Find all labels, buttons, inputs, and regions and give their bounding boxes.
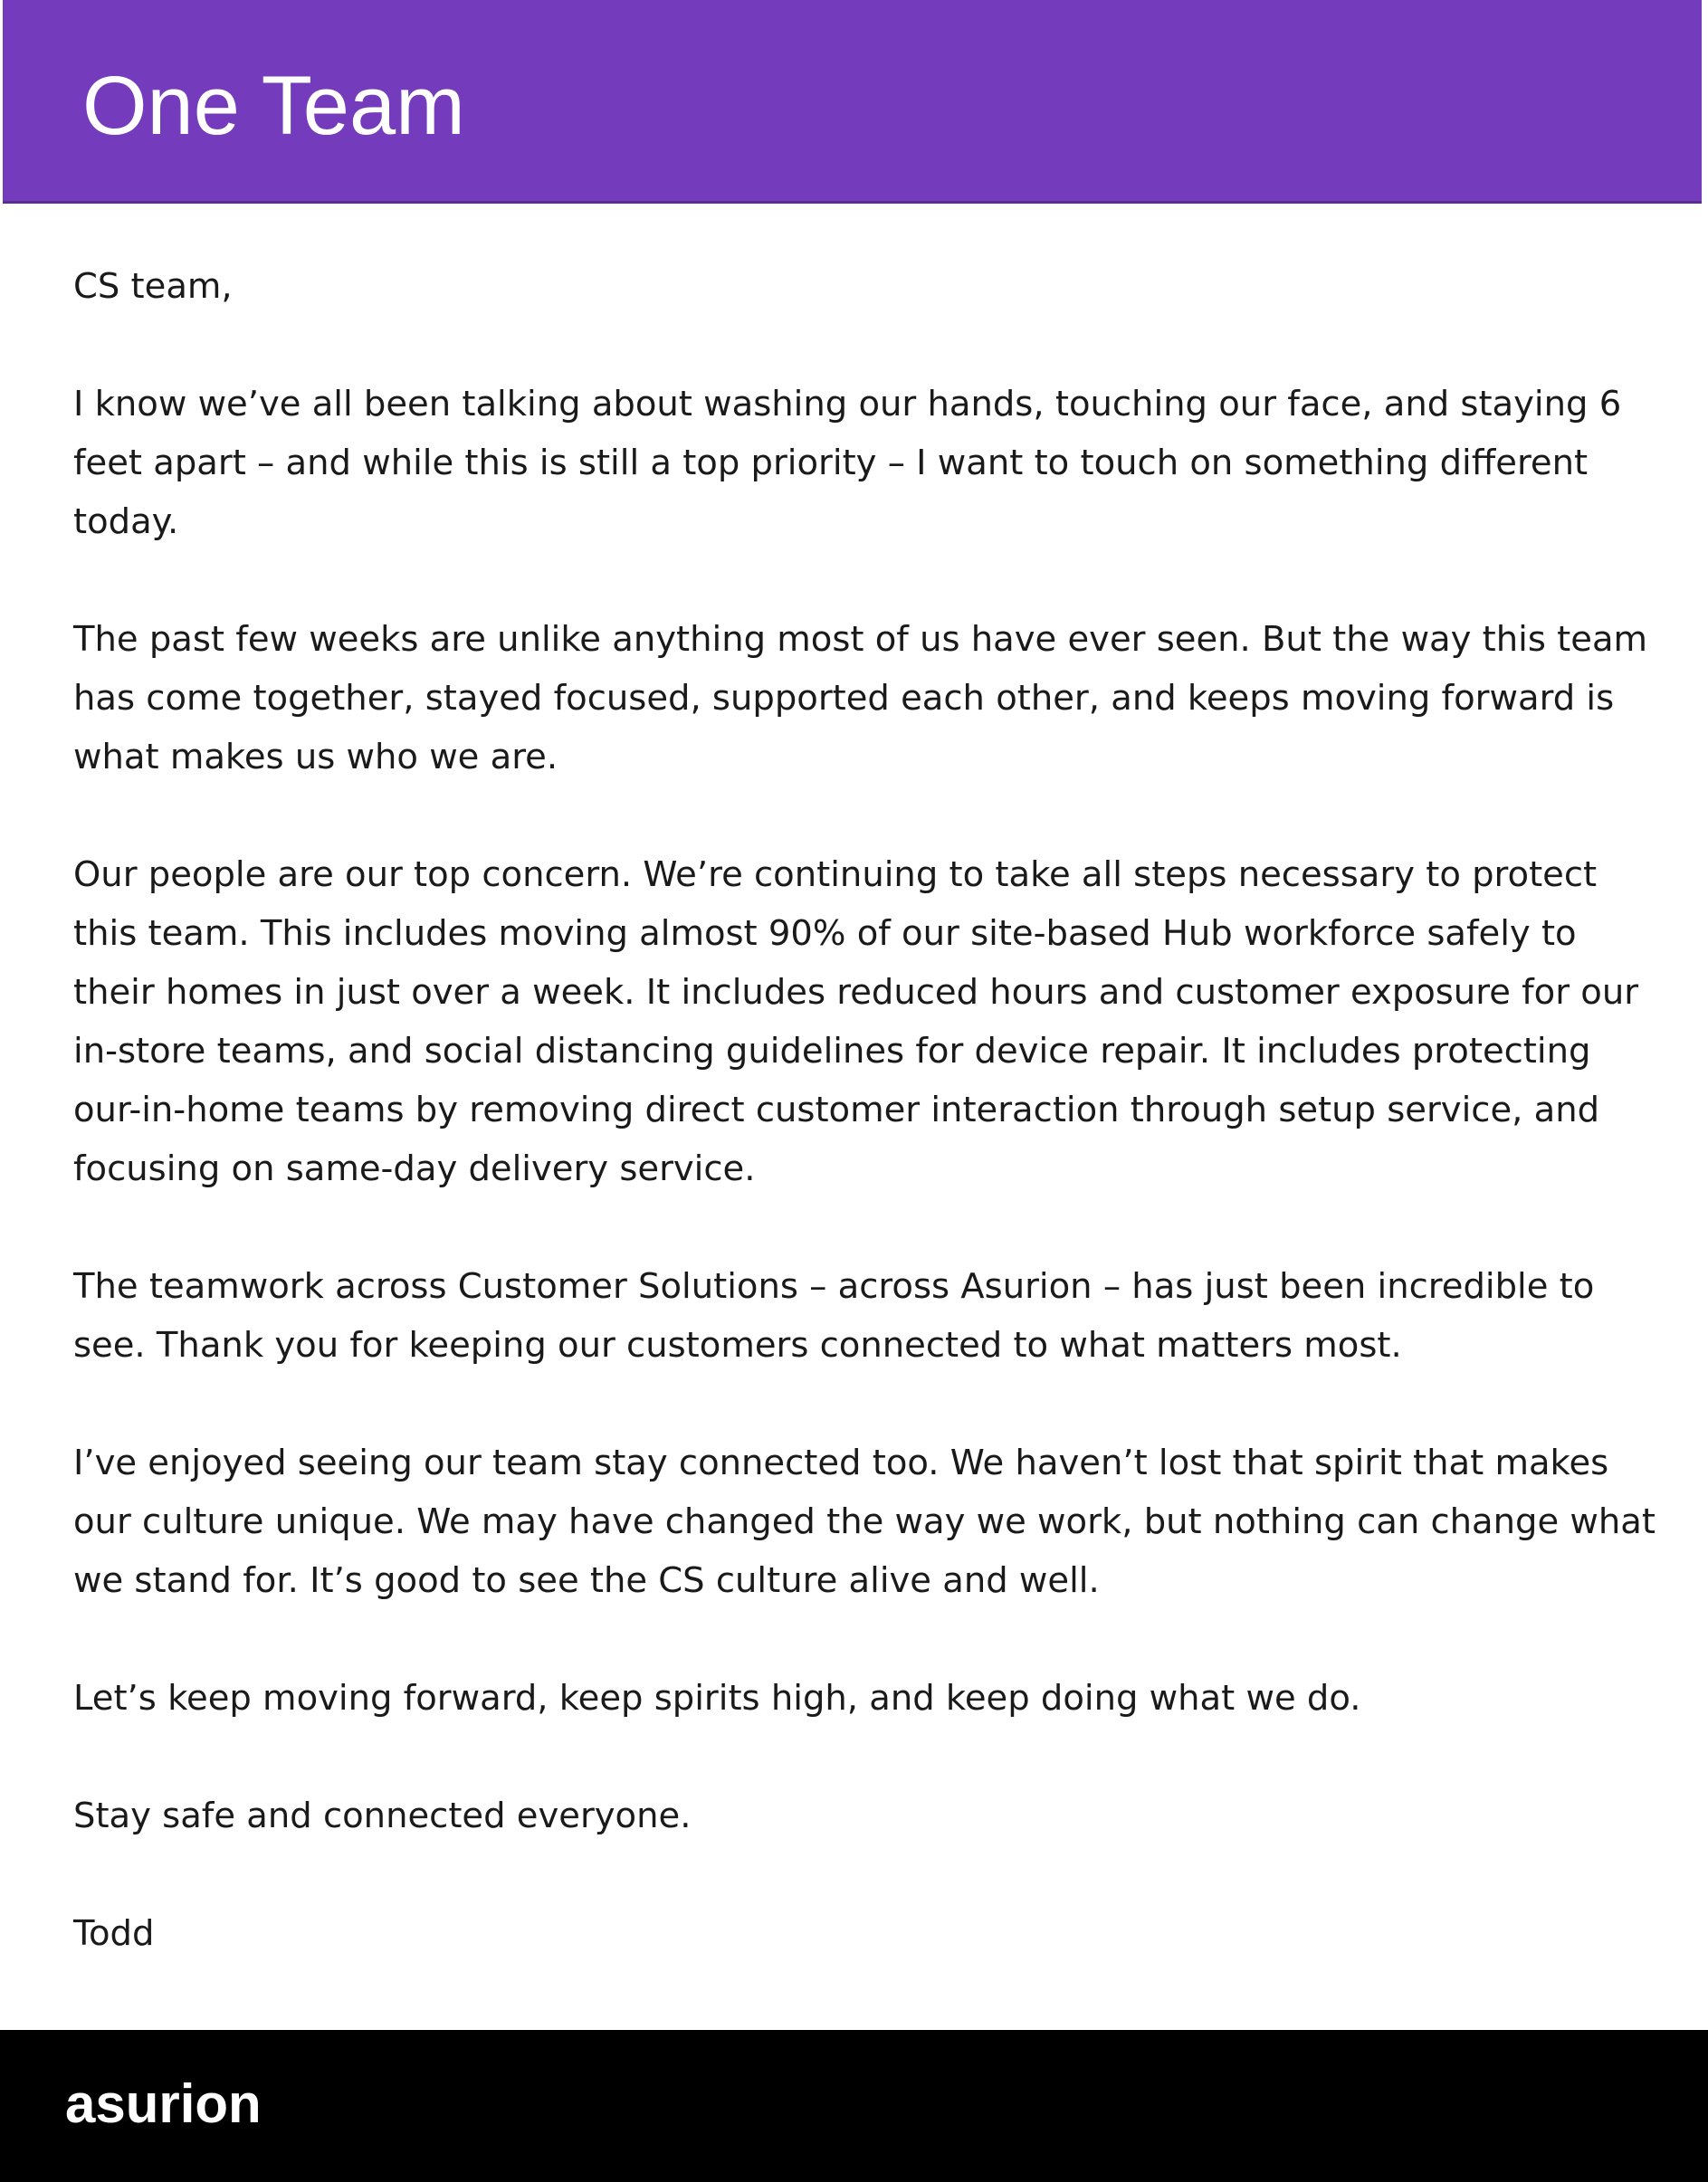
letter-greeting: CS team,: [73, 266, 233, 307]
header-banner: [3, 0, 1702, 204]
letter-paragraph: I know we’ve all been talking about washing our hands, touching our face, and staying 6 feet apart – and while this is still a top priority – I want to touch on something different today.: [73, 384, 1622, 542]
letter-paragraph: The teamwork across Customer Solutions – across Asurion – has just been incredible to see. Thank you for keeping our customers connected to what matters most.: [73, 1266, 1595, 1366]
letter-signature: Todd: [73, 1913, 155, 1954]
page-title: One Team: [82, 60, 465, 152]
letter-paragraph: Let’s keep moving forward, keep spirits high, and keep doing what we do.: [73, 1678, 1361, 1719]
footer-bar: [0, 2030, 1708, 2182]
letter-paragraph: Stay safe and connected everyone.: [73, 1796, 692, 1836]
asurion-logo: asurion: [65, 2073, 262, 2134]
letter-paragraph: I’ve enjoyed seeing our team stay connected too. We haven’t lost that spirit that makes our culture unique. We may have changed the way we work, but nothing can change what we stand for. It’s good to see the CS culture alive and well.: [73, 1443, 1656, 1601]
letter-paragraph: The past few weeks are unlike anything most of us have ever seen. But the way this team has come together, stayed focused, supported each other, and keeps moving forward is what makes us who we are.: [73, 619, 1648, 777]
letter-body: [73, 257, 1666, 1963]
letter-paragraph: Our people are our top concern. We’re continuing to take all steps necessary to protect this team. This includes moving almost 90% of our site-based Hub workforce safely to their homes in just over a week. It includes reduced hours and customer exposure for our in-store teams, and social distancing guidelines for device repair. It includes protecting our-in-home teams by removing direct customer interaction through setup service, and focusing on same-day delivery service.: [73, 854, 1639, 1189]
